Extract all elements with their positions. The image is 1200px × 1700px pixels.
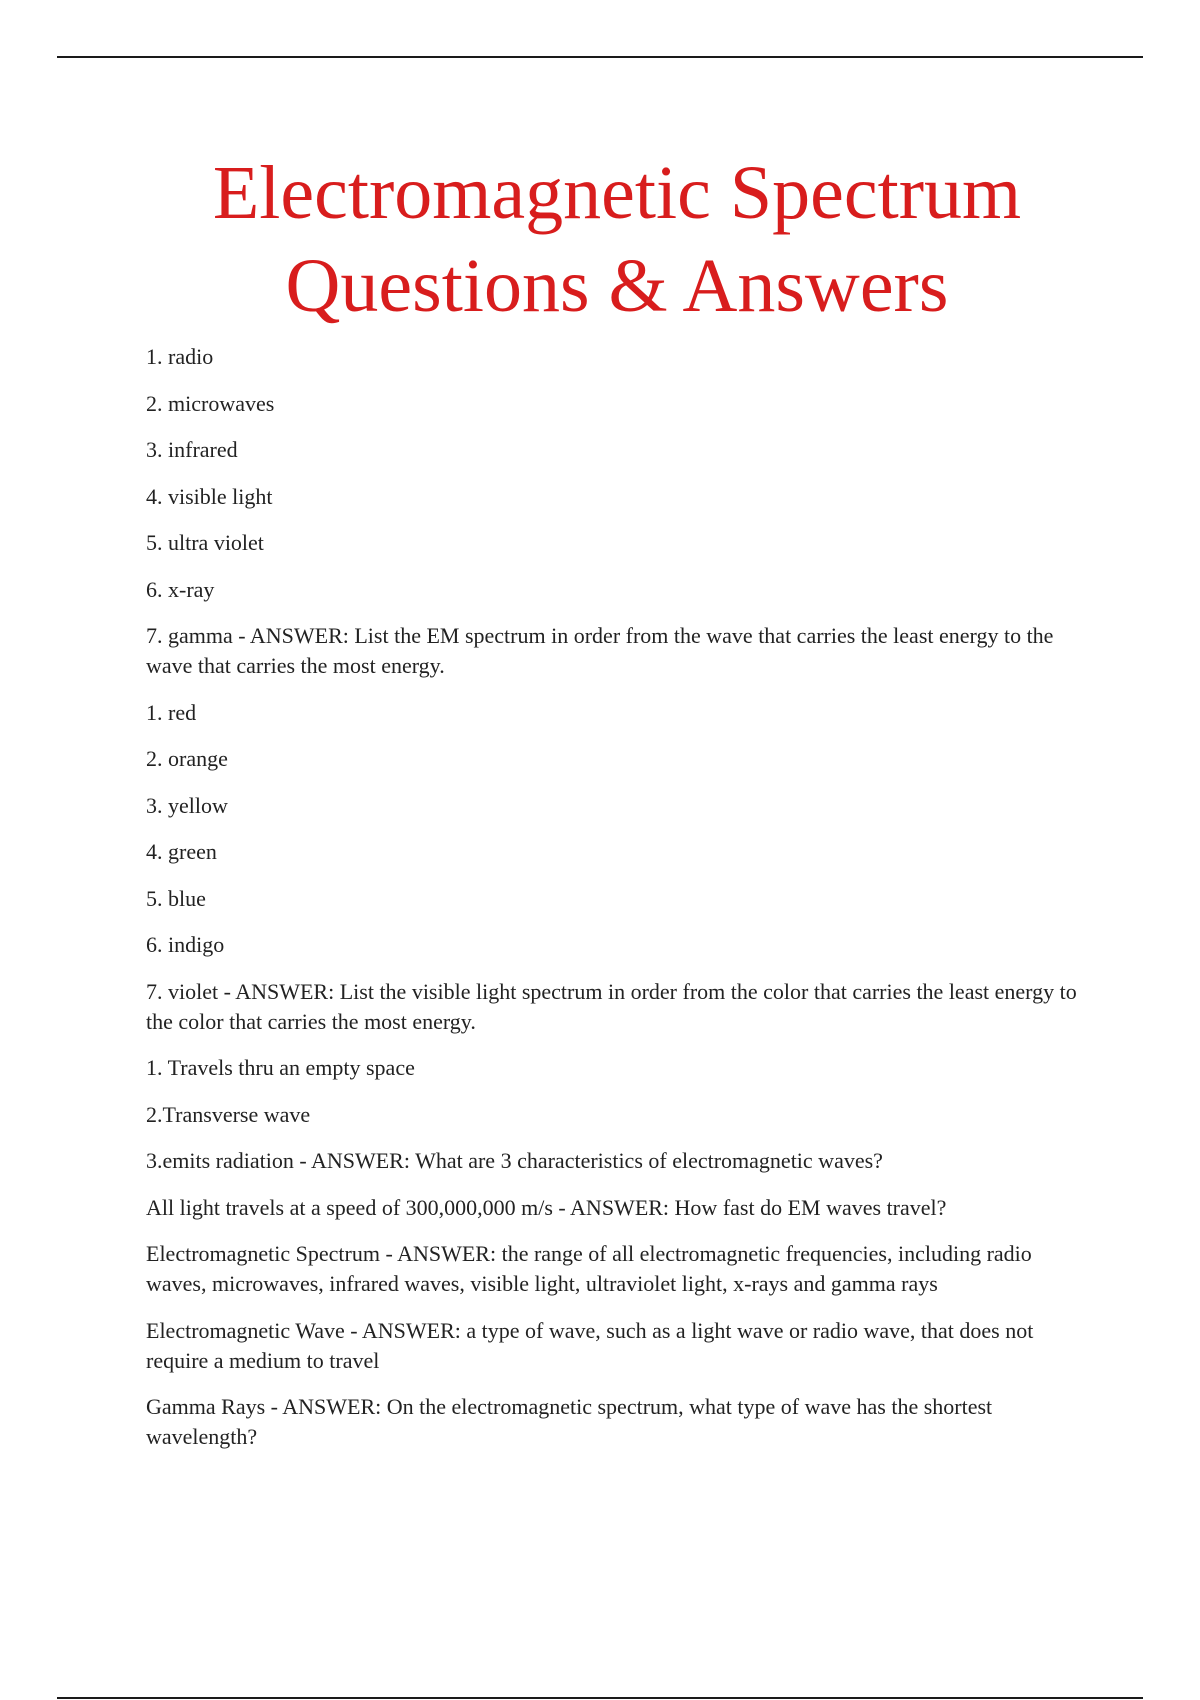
paragraph: 2. orange [146,746,228,771]
paragraph: 2.Transverse wave [146,1101,311,1127]
paragraph: 7. violet - ANSWER: List the visible light spectrum in order from the color that carries the least energy to the color that carries the most energy. [146,978,1077,1034]
paragraph: All light travels at a speed of 300,000,000 m/s - ANSWER: How fast do EM waves travel? [146,1194,947,1220]
paragraph: 3. infrared [146,437,238,462]
paragraph: 6. indigo [146,932,225,957]
title-line-2: Questions & Answers [285,244,949,328]
paragraph: 2. microwaves [146,390,275,416]
paragraph: 6. x-ray [146,576,215,602]
document-title [0,147,1200,333]
paragraph: 3. yellow [146,792,228,818]
paragraph: 1. radio [146,344,214,369]
paragraph: 5. ultra violet [146,530,264,555]
qa-content [146,342,1096,1469]
paragraph: 4. green [146,839,217,864]
paragraph: 3.emits radiation - ANSWER: What are 3 characteristics of electromagnetic waves? [146,1148,883,1173]
paragraph: 4. visible light [146,483,273,509]
paragraph: Electromagnetic Wave - ANSWER: a type of wave, such as a light wave or radio wave, that does not require a medium to travel [146,1317,1034,1373]
paragraph: 7. gamma - ANSWER: List the EM spectrum in order from the wave that carries the least energy to the wave that carries the most energy. [146,623,1054,678]
paragraph: 1. Travels thru an empty space [146,1055,415,1080]
paragraph: 1. red [146,699,197,725]
paragraph: 5. blue [146,885,206,911]
paragraph: Gamma Rays - ANSWER: On the electromagnetic spectrum, what type of wave has the shortest wavelength? [146,1394,993,1449]
header-rule [57,56,1143,58]
title-line-1: Electromagnetic Spectrum [212,151,1022,235]
footer-rule [57,1697,1143,1699]
paragraph: Electromagnetic Spectrum - ANSWER: the range of all electromagnetic frequencies, including radio waves, microwaves, infrared waves, visible light, ultraviolet light, x-rays and gamma rays [146,1241,1032,1296]
